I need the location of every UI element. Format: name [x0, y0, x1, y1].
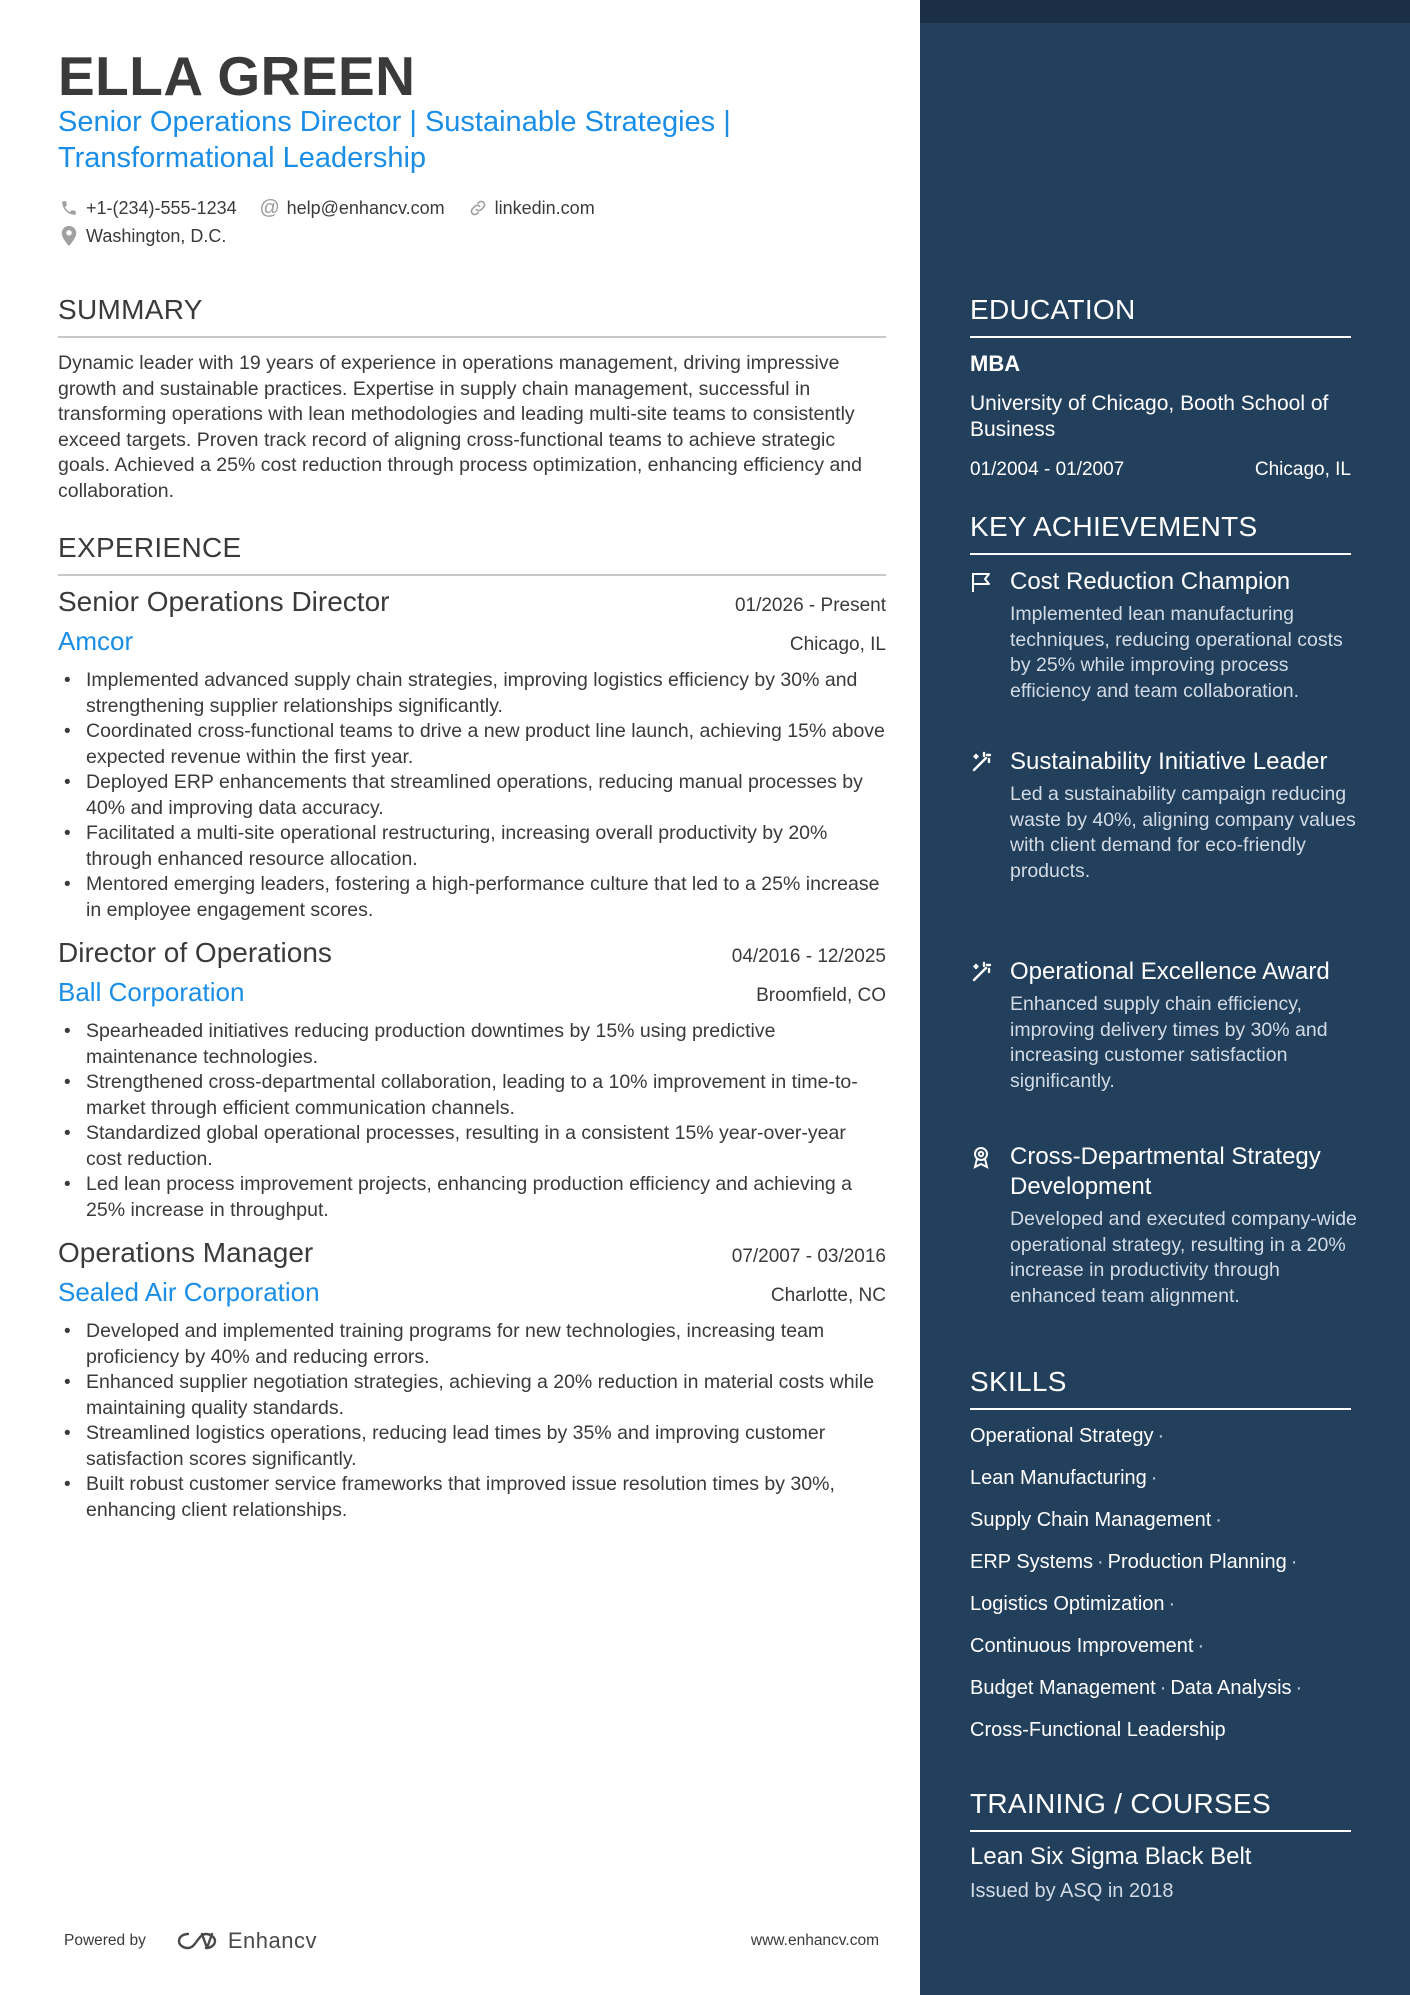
bullet-item: • Spearheaded initiatives reducing production downtimes by 15% using predictive maintenance technologies.	[58, 1019, 886, 1070]
award-ribbon-icon	[970, 1142, 996, 1172]
sidebar-top-bar	[920, 0, 1410, 23]
school-name: University of Chicago, Booth School of Business	[970, 392, 1329, 441]
job-entry-3	[58, 1237, 886, 1523]
magic-wand-icon	[970, 747, 996, 777]
bullet-item: • Strengthened cross-departmental collaboration, leading to a 10% improvement in time-to-market through efficient communication channels.	[58, 1070, 886, 1121]
sidebar-column	[920, 0, 1410, 1995]
skill-separator: ·	[1295, 1677, 1303, 1699]
job-title: Senior Operations Director	[58, 586, 390, 617]
achievement-title: Cost Reduction Champion	[1010, 568, 1291, 595]
education-heading: EDUCATION	[970, 294, 1351, 338]
linkedin-contact[interactable]	[467, 197, 595, 219]
skill-separator: ·	[1168, 1593, 1176, 1615]
linkedin-text: linkedin.com	[494, 197, 595, 218]
skill-item: Production Planning	[1107, 1551, 1287, 1573]
contact-info	[58, 194, 898, 250]
headline-line-1: Senior Operations Director | Sustainable Strategies |	[58, 106, 731, 138]
phone-text: +1-(234)-555-1234	[86, 197, 237, 218]
job-dates: 04/2016 - 12/2025	[731, 946, 886, 967]
job-bullets	[58, 1019, 886, 1223]
enhancv-logo-icon	[174, 1929, 220, 1953]
skill-separator: ·	[1290, 1551, 1298, 1573]
bullet-item: • Coordinated cross-functional teams to drive a new product line launch, achieving 15% above expected revenue within the first year.	[58, 719, 886, 770]
bullet-item: • Facilitated a multi-site operational restructuring, increasing overall productivity by 20% through enhanced resource allocation.	[58, 821, 886, 872]
email-text: help@enhancv.com	[286, 197, 445, 218]
bullet-item: • Led lean process improvement projects, enhancing production efficiency and achieving a 25% increase in throughput.	[58, 1172, 886, 1223]
achievement-desc: Enhanced supply chain efficiency, improving delivery times by 30% and increasing customer satisfaction significantly.	[1010, 993, 1328, 1092]
achievement-item-1	[970, 567, 1360, 704]
job-entry-2	[58, 937, 886, 1223]
course-title: Lean Six Sigma Black Belt	[970, 1843, 1252, 1870]
skill-separator: ·	[1157, 1425, 1165, 1447]
company-name[interactable]: Amcor	[58, 626, 134, 656]
phone-icon	[58, 197, 80, 219]
job-dates: 07/2007 - 03/2016	[731, 1246, 886, 1267]
summary-heading: SUMMARY	[58, 294, 886, 338]
powered-by-label: Powered by	[64, 1932, 146, 1949]
course-issuer: Issued by ASQ in 2018	[970, 1880, 1174, 1902]
at-sign-icon: @	[259, 196, 280, 219]
skill-separator: ·	[1150, 1467, 1158, 1489]
skill-separator: ·	[1097, 1551, 1104, 1573]
skill-item: Operational Strategy	[970, 1425, 1154, 1447]
job-bullets	[58, 1319, 886, 1523]
job-bullets	[58, 668, 886, 923]
degree: MBA	[970, 351, 1021, 376]
achievement-title: Cross-Departmental Strategy Development	[1010, 1143, 1321, 1200]
phone-contact[interactable]	[58, 197, 237, 219]
headline	[58, 104, 878, 176]
skill-item: Budget Management	[970, 1677, 1156, 1699]
bullet-item: • Deployed ERP enhancements that streamlined operations, reducing manual processes by 40% and improving data accuracy.	[58, 770, 886, 821]
achievement-title: Operational Excellence Award	[1010, 958, 1330, 985]
candidate-name: ELLA GREEN	[58, 45, 416, 107]
footer	[64, 1928, 879, 1954]
job-dates: 01/2026 - Present	[734, 595, 886, 616]
magic-wand-icon	[970, 957, 996, 987]
education-location: Chicago, IL	[1254, 459, 1351, 480]
link-icon	[467, 197, 489, 219]
skill-item: Lean Manufacturing	[970, 1467, 1147, 1489]
job-location: Chicago, IL	[789, 634, 886, 655]
job-entry-1	[58, 586, 886, 923]
job-location: Charlotte, NC	[770, 1285, 886, 1306]
bullet-item: • Developed and implemented training programs for new technologies, increasing team proficiency by 40% and reducing errors.	[58, 1319, 886, 1370]
skill-item: Continuous Improvement	[970, 1635, 1194, 1657]
bullet-item: • Standardized global operational processes, resulting in a consistent 15% year-over-year cost reduction.	[58, 1121, 886, 1172]
brand-name: Enhancv	[227, 1928, 317, 1953]
training-heading: TRAINING / COURSES	[970, 1788, 1351, 1832]
achievement-title: Sustainability Initiative Leader	[1010, 748, 1328, 775]
skill-item: Supply Chain Management	[970, 1509, 1212, 1531]
website-link[interactable]: www.enhancv.com	[750, 1932, 879, 1949]
achievement-item-4	[970, 1142, 1360, 1309]
skill-item: Cross-Functional Leadership	[970, 1719, 1226, 1741]
bullet-item: • Streamlined logistics operations, reducing lead times by 35% and improving customer satisfaction scores significantly.	[58, 1421, 886, 1472]
location-pin-icon	[58, 225, 80, 247]
flag-icon	[970, 567, 996, 597]
achievements-heading: KEY ACHIEVEMENTS	[970, 511, 1351, 555]
skill-separator: ·	[1197, 1635, 1205, 1657]
job-title: Operations Manager	[58, 1237, 314, 1268]
achievement-item-2	[970, 747, 1360, 884]
company-name[interactable]: Sealed Air Corporation	[58, 1277, 320, 1307]
bullet-item: • Built robust customer service frameworks that improved issue resolution times by 30%, enhancing client relationships.	[58, 1472, 886, 1523]
achievement-desc: Led a sustainability campaign reducing waste by 40%, aligning company values with client demand for eco-friendly products.	[1010, 783, 1356, 882]
skills-list	[970, 1421, 1370, 1757]
skill-separator: ·	[1159, 1677, 1167, 1699]
skill-item: Data Analysis	[1170, 1677, 1292, 1699]
location-text: Washington, D.C.	[86, 225, 227, 246]
bullet-item: • Mentored emerging leaders, fostering a high-performance culture that led to a 25% increase in employee engagement scores.	[58, 872, 886, 923]
bullet-item: • Implemented advanced supply chain strategies, improving logistics efficiency by 30% and strengthening supplier relationships significantly.	[58, 668, 886, 719]
company-name[interactable]: Ball Corporation	[58, 977, 245, 1007]
experience-heading: EXPERIENCE	[58, 532, 886, 576]
location-contact	[58, 225, 226, 247]
skill-item: Logistics Optimization	[970, 1593, 1165, 1615]
skills-heading: SKILLS	[970, 1366, 1351, 1410]
achievement-item-3	[970, 957, 1360, 1094]
job-title: Director of Operations	[58, 937, 332, 968]
achievement-desc: Developed and executed company-wide operational strategy, resulting in a 20% increase in productivity through enhanced team alignment.	[1010, 1208, 1357, 1307]
skill-separator: ·	[1215, 1509, 1222, 1531]
headline-line-2: Transformational Leadership	[58, 142, 427, 174]
achievement-desc: Implemented lean manufacturing techniques, reducing operational costs by 25% while improving process efficiency and team collaboration.	[1010, 603, 1343, 702]
job-location: Broomfield, CO	[756, 985, 886, 1006]
enhancv-logo[interactable]	[174, 1928, 317, 1954]
email-contact[interactable]	[259, 197, 445, 219]
education-meta	[970, 459, 1351, 481]
bullet-item: • Enhanced supplier negotiation strategies, achieving a 20% reduction in material costs while maintaining quality standards.	[58, 1370, 886, 1421]
skill-item: ERP Systems	[970, 1551, 1093, 1573]
summary-text: Dynamic leader with 19 years of experience in operations management, driving impressive growth and sustainable practices. Expertise in supply chain management, successful in transforming operations with lean methodologies and leading multi-site teams to consistently exceed targets. Proven track record of aligning cross-functional teams to achieve strategic goals. Achieved a 25% cost reduction through process optimization, enhancing efficiency and collaboration.	[58, 352, 862, 502]
education-dates: 01/2004 - 01/2007	[970, 459, 1125, 480]
